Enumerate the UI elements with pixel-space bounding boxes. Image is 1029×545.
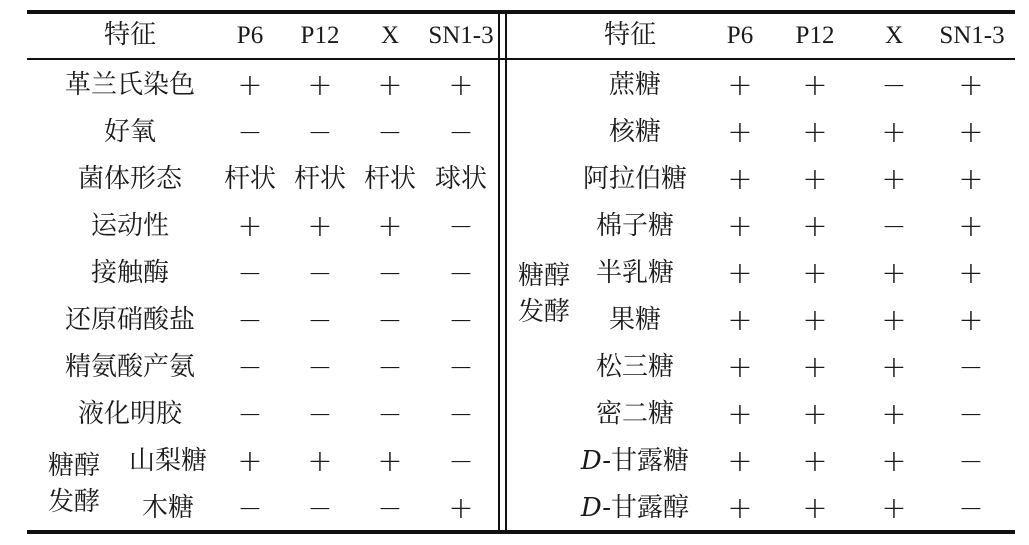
right-row-8-p6: + bbox=[727, 397, 753, 432]
header-p6-left: P6 bbox=[236, 22, 264, 49]
right-row-9-p6: + bbox=[727, 444, 753, 479]
header-p6-right: P6 bbox=[726, 22, 754, 49]
header-p12-right: P12 bbox=[795, 22, 835, 49]
right-row-1-p12: + bbox=[802, 68, 828, 103]
right-row-1-feature bbox=[570, 62, 700, 109]
left-row-1-x: + bbox=[377, 68, 403, 103]
left-row-4-p12: + bbox=[307, 209, 333, 244]
header-x-right: X bbox=[884, 22, 904, 49]
right-row-10-prefix: D- bbox=[580, 493, 612, 523]
header-x-left: X bbox=[380, 22, 400, 49]
right-row-10-feature bbox=[570, 485, 700, 532]
right-row-2-sn: + bbox=[958, 115, 984, 150]
right-row-4-p6: + bbox=[727, 209, 753, 244]
right-row-6-x: + bbox=[881, 303, 907, 338]
header-p12-left: P12 bbox=[300, 22, 340, 49]
right-row-5-x: + bbox=[881, 256, 907, 291]
left-row-3-p12: 杆状 bbox=[293, 164, 346, 194]
right-row-6-feature bbox=[570, 297, 700, 344]
right-row-10-x: + bbox=[881, 491, 907, 526]
left-row-8-p6: − bbox=[237, 397, 263, 432]
left-row-7-x: − bbox=[377, 350, 403, 385]
header-feature-left: 特征 bbox=[103, 20, 156, 50]
right-row-10-p6: + bbox=[727, 491, 753, 526]
left-row-9-sn: − bbox=[448, 444, 474, 479]
right-row-2-p12: + bbox=[802, 115, 828, 150]
left-row-6-x: − bbox=[377, 303, 403, 338]
right-row-9-sn: − bbox=[958, 444, 984, 479]
header-sn-left: SN1-3 bbox=[428, 22, 494, 49]
right-row-7-p12: + bbox=[802, 350, 828, 385]
left-row-9-p12: + bbox=[307, 444, 333, 479]
left-row-8-feature: 液化明胶 bbox=[77, 399, 182, 429]
left-row-7-feature: 精氨酸产氨 bbox=[64, 352, 195, 382]
right-row-9-p12: + bbox=[802, 444, 828, 479]
left-row-9-feature: 山梨糖 bbox=[128, 446, 207, 476]
right-row-3-p12: + bbox=[802, 162, 828, 197]
right-row-4-x: − bbox=[881, 209, 907, 244]
right-row-9-feature bbox=[570, 438, 700, 485]
right-row-9-x: + bbox=[881, 444, 907, 479]
left-row-2-feature: 好氧 bbox=[103, 117, 156, 147]
right-row-2-p6: + bbox=[727, 115, 753, 150]
left-row-6-p6: − bbox=[237, 303, 263, 338]
left-row-10-p6: − bbox=[237, 491, 263, 526]
right-row-8-sn: − bbox=[958, 397, 984, 432]
right-row-3-sn: + bbox=[958, 162, 984, 197]
left-row-9-p6: + bbox=[237, 444, 263, 479]
double-divider-left bbox=[498, 12, 500, 532]
left-row-4-x: + bbox=[377, 209, 403, 244]
left-row-4-p6: + bbox=[237, 209, 263, 244]
left-row-6-p12: − bbox=[307, 303, 333, 338]
header-feature-right: 特征 bbox=[603, 20, 656, 50]
left-row-2-p12: − bbox=[307, 115, 333, 150]
right-row-2-name: 核糖 bbox=[608, 117, 661, 147]
right-row-6-sn: + bbox=[958, 303, 984, 338]
right-row-7-sn: − bbox=[958, 350, 984, 385]
left-row-1-p6: + bbox=[237, 68, 263, 103]
right-row-9-prefix: D- bbox=[580, 446, 612, 476]
right-row-1-p6: + bbox=[727, 68, 753, 103]
left-row-7-p6: − bbox=[237, 350, 263, 385]
left-row-10-x: − bbox=[377, 491, 403, 526]
right-row-6-p6: + bbox=[727, 303, 753, 338]
left-group-label-line2: 发酵 bbox=[48, 487, 101, 517]
left-row-4-feature: 运动性 bbox=[90, 211, 169, 241]
left-group-label-line1: 糖醇 bbox=[48, 451, 101, 481]
left-row-8-x: − bbox=[377, 397, 403, 432]
left-row-9-x: + bbox=[377, 444, 403, 479]
right-row-1-sn: + bbox=[958, 68, 984, 103]
right-row-3-feature bbox=[570, 156, 700, 203]
left-row-8-p12: − bbox=[307, 397, 333, 432]
right-row-5-name: 半乳糖 bbox=[595, 258, 674, 288]
right-row-4-sn: + bbox=[958, 209, 984, 244]
right-row-8-name: 密二糖 bbox=[595, 399, 674, 429]
right-row-3-name: 阿拉伯糖 bbox=[582, 164, 687, 194]
right-group-label bbox=[518, 258, 570, 330]
right-row-4-feature bbox=[570, 203, 700, 250]
right-row-10-name: 甘露醇 bbox=[611, 493, 690, 523]
left-row-5-p6: − bbox=[237, 256, 263, 291]
left-row-10-sn: + bbox=[448, 491, 474, 526]
double-divider-right bbox=[505, 12, 507, 532]
left-row-6-feature: 还原硝酸盐 bbox=[64, 305, 195, 335]
left-row-5-p12: − bbox=[307, 256, 333, 291]
right-row-4-p12: + bbox=[802, 209, 828, 244]
right-row-7-name: 松三糖 bbox=[595, 352, 674, 382]
right-row-4-name: 棉子糖 bbox=[595, 211, 674, 241]
right-row-8-feature bbox=[570, 391, 700, 438]
right-row-3-p6: + bbox=[727, 162, 753, 197]
left-group-label bbox=[48, 448, 100, 520]
right-row-7-p6: + bbox=[727, 350, 753, 385]
left-row-5-x: − bbox=[377, 256, 403, 291]
left-row-2-sn: − bbox=[448, 115, 474, 150]
right-row-3-x: + bbox=[881, 162, 907, 197]
right-row-1-name: 蔗糖 bbox=[608, 70, 661, 100]
left-row-1-p12: + bbox=[307, 68, 333, 103]
left-row-3-p6: 杆状 bbox=[223, 164, 276, 194]
right-row-5-p12: + bbox=[802, 256, 828, 291]
right-row-10-sn: − bbox=[958, 491, 984, 526]
left-row-3-x: 杆状 bbox=[363, 164, 416, 194]
right-row-7-x: + bbox=[881, 350, 907, 385]
right-row-5-p6: + bbox=[727, 256, 753, 291]
left-row-5-sn: − bbox=[448, 256, 474, 291]
left-row-3-sn: 球状 bbox=[434, 164, 487, 194]
left-row-2-p6: − bbox=[237, 115, 263, 150]
right-row-5-sn: + bbox=[958, 256, 984, 291]
left-row-5-feature: 接触酶 bbox=[90, 258, 169, 288]
left-row-8-sn: − bbox=[448, 397, 474, 432]
left-row-7-p12: − bbox=[307, 350, 333, 385]
right-row-9-name: 甘露糖 bbox=[611, 446, 690, 476]
right-row-10-p12: + bbox=[802, 491, 828, 526]
left-row-3-feature: 菌体形态 bbox=[77, 164, 182, 194]
right-row-7-feature bbox=[570, 344, 700, 391]
right-row-2-x: + bbox=[881, 115, 907, 150]
right-row-6-p12: + bbox=[802, 303, 828, 338]
right-row-1-x: − bbox=[881, 68, 907, 103]
header-sn-right: SN1-3 bbox=[939, 22, 1005, 49]
right-row-8-p12: + bbox=[802, 397, 828, 432]
right-group-label-line2: 发酵 bbox=[518, 297, 571, 327]
left-row-6-sn: − bbox=[448, 303, 474, 338]
right-row-6-name: 果糖 bbox=[608, 305, 661, 335]
left-row-1-feature: 革兰氏染色 bbox=[64, 70, 195, 100]
left-row-2-x: − bbox=[377, 115, 403, 150]
right-group-label-line1: 糖醇 bbox=[518, 261, 571, 291]
left-row-10-feature: 木糖 bbox=[141, 493, 194, 523]
left-row-10-p12: − bbox=[307, 491, 333, 526]
right-row-5-feature bbox=[570, 250, 700, 297]
right-row-2-feature bbox=[570, 109, 700, 156]
left-row-7-sn: − bbox=[448, 350, 474, 385]
right-row-8-x: + bbox=[881, 397, 907, 432]
left-row-1-sn: + bbox=[448, 68, 474, 103]
left-row-4-sn: − bbox=[448, 209, 474, 244]
